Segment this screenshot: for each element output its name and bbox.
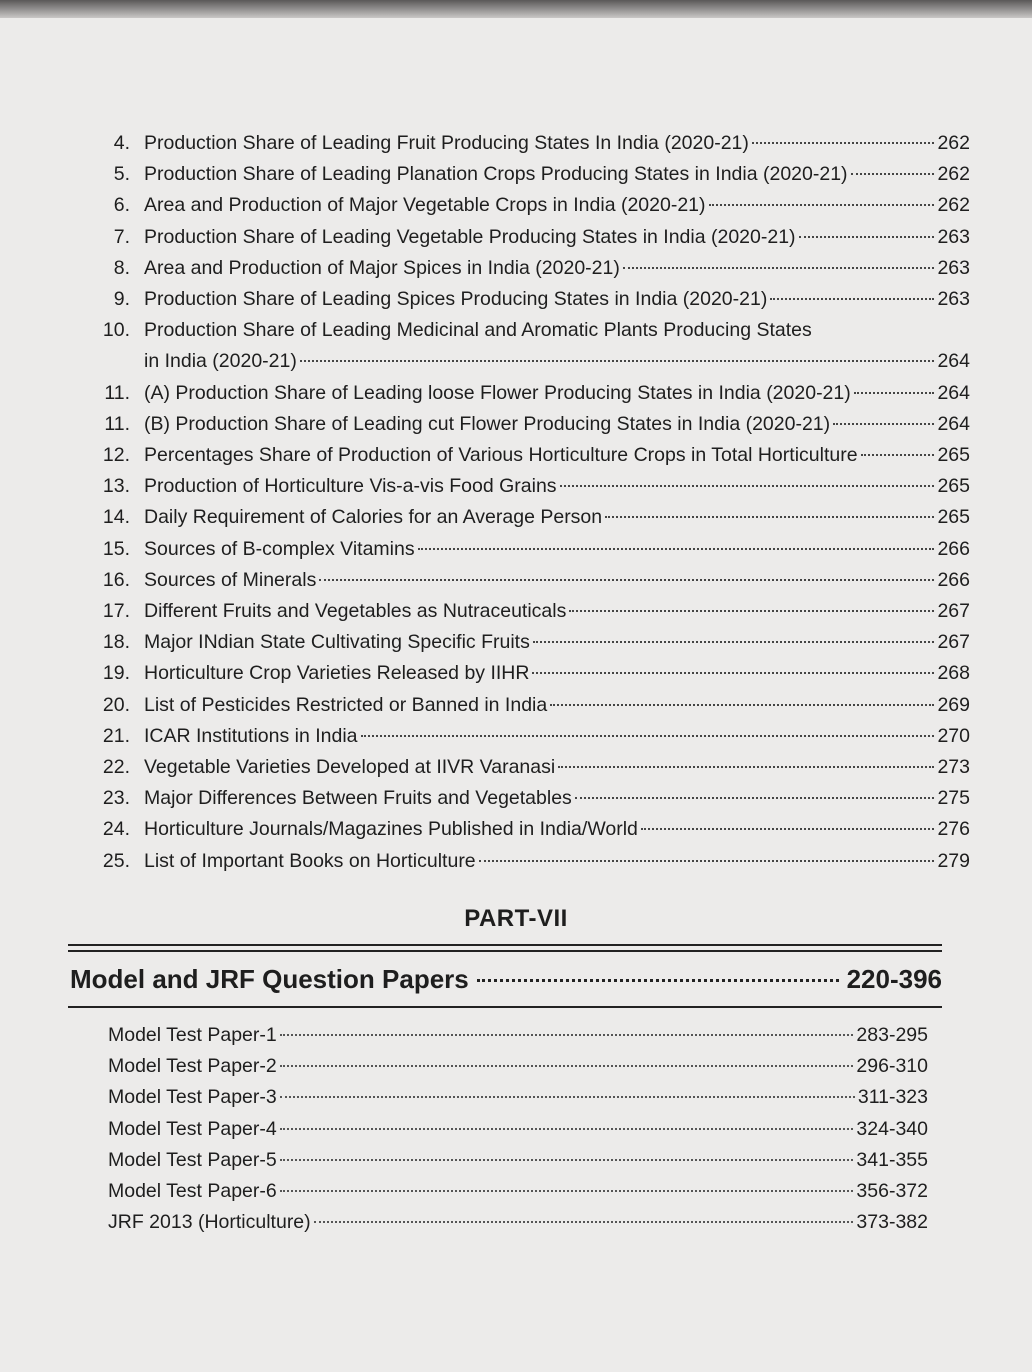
- entry-page: 265: [937, 506, 970, 529]
- entry-title: Major Differences Between Fruits and Vegetables: [144, 787, 572, 810]
- entry-number: 16.: [102, 568, 130, 591]
- leader-dots: [280, 1096, 855, 1098]
- entry-number: 4.: [113, 132, 130, 154]
- toc-entry[interactable]: [70, 534, 970, 565]
- leader-dots: [752, 142, 935, 144]
- entry-title: Horticulture Journals/Magazines Published in India/World: [144, 818, 638, 841]
- toc-entry[interactable]: [70, 783, 970, 814]
- leader-dots: [477, 979, 839, 982]
- paper-title: JRF 2013 (Horticulture): [108, 1211, 311, 1234]
- leader-dots: [280, 1159, 854, 1161]
- entry-title: Daily Requirement of Calories for an Average Person: [144, 506, 603, 529]
- entry-title: Production Share of Leading Vegetable Producing States in India (2020-21): [144, 225, 796, 248]
- entry-title: Vegetable Varieties Developed at IIVR Varanasi: [144, 756, 556, 779]
- table-of-contents: [70, 128, 970, 877]
- section-title: Model and JRF Question Papers: [70, 964, 469, 994]
- paper-pages: 311-323: [857, 1086, 928, 1109]
- toc-entry[interactable]: [70, 471, 970, 502]
- section-underline: [68, 1006, 942, 1008]
- entry-title: Percentages Share of Production of Various Horticulture Crops in Total Horticulture: [144, 444, 858, 467]
- section-title-row: [70, 964, 942, 995]
- paper-entry[interactable]: [108, 1207, 928, 1238]
- entry-number: 5.: [113, 163, 130, 186]
- paper-title: Model Test Paper-6: [108, 1180, 277, 1203]
- entry-page: 267: [937, 600, 970, 623]
- entry-title: List of Important Books on Horticulture: [144, 849, 476, 872]
- entry-title: Different Fruits and Vegetables as Nutraceuticals: [144, 600, 567, 623]
- toc-entry[interactable]: [70, 596, 970, 627]
- leader-dots: [575, 797, 935, 799]
- entry-title: in India (2020-21): [144, 350, 297, 373]
- leader-dots: [623, 267, 935, 269]
- entry-page: 279: [937, 849, 970, 872]
- toc-entry[interactable]: [70, 502, 970, 533]
- section-pages: 220-396: [846, 964, 942, 994]
- part-heading: PART-VII: [464, 905, 568, 932]
- entry-number: 17.: [102, 600, 130, 623]
- entry-number: 11.: [104, 412, 130, 435]
- paper-title: Model Test Paper-2: [108, 1055, 277, 1078]
- entry-page: 265: [937, 444, 970, 467]
- paper-pages: 296-310: [856, 1055, 928, 1078]
- leader-dots: [558, 766, 934, 768]
- paper-pages: 324-340: [856, 1117, 928, 1140]
- entry-title: Production Share of Leading Planation Crops Producing States in India (2020-21): [144, 163, 848, 186]
- entry-page: 266: [937, 537, 970, 560]
- toc-entry[interactable]: [70, 690, 970, 721]
- toc-entry[interactable]: [70, 658, 970, 689]
- paper-title: Model Test Paper-1: [108, 1024, 277, 1046]
- entry-title: Production Share of Leading Medicinal and Aromatic Plants Producing States: [144, 319, 812, 342]
- entry-title: ICAR Institutions in India: [144, 724, 358, 747]
- entry-number: 8.: [113, 256, 130, 279]
- leader-dots: [550, 704, 934, 706]
- toc-entry[interactable]: [70, 222, 970, 253]
- entry-title: (B) Production Share of Leading cut Flower Producing States in India (2020-21): [144, 412, 831, 435]
- entry-page: 267: [937, 631, 970, 654]
- leader-dots: [709, 204, 935, 206]
- toc-entry[interactable]: [70, 159, 970, 190]
- entry-page: 268: [937, 662, 970, 685]
- paper-pages: 283-295: [856, 1024, 928, 1046]
- entry-title: Sources of B-complex Vitamins: [144, 537, 415, 560]
- leader-dots: [314, 1221, 854, 1223]
- toc-entry[interactable]: [70, 565, 970, 596]
- leader-dots: [560, 485, 935, 487]
- toc-entry[interactable]: [70, 284, 970, 315]
- entry-page: 276: [937, 818, 970, 841]
- leader-dots: [280, 1128, 854, 1130]
- entry-page: 270: [937, 724, 970, 747]
- toc-entry[interactable]: [70, 440, 970, 471]
- entry-number: 24.: [102, 818, 130, 841]
- entry-number: 12.: [102, 444, 130, 467]
- entry-number: 15.: [102, 537, 130, 560]
- entry-page: 264: [937, 381, 970, 404]
- entry-page: 273: [937, 756, 970, 779]
- paper-entry[interactable]: [108, 1176, 928, 1207]
- toc-entry[interactable]: [70, 128, 970, 159]
- entry-number: 18.: [102, 631, 130, 654]
- entry-number: 7.: [113, 225, 130, 248]
- entry-page: 262: [937, 132, 970, 154]
- toc-entry[interactable]: [70, 315, 970, 377]
- entry-page: 275: [937, 787, 970, 810]
- leader-dots: [280, 1190, 854, 1192]
- toc-entry[interactable]: [70, 378, 970, 409]
- entry-title: Sources of Minerals: [144, 568, 317, 591]
- paper-entry[interactable]: [108, 1051, 928, 1082]
- leader-dots: [569, 610, 934, 612]
- page-top-edge: [0, 0, 1032, 18]
- entry-page: 263: [937, 288, 970, 311]
- entry-number: 10.: [102, 319, 130, 342]
- entry-number: 6.: [113, 194, 130, 217]
- entry-page: 263: [937, 256, 970, 279]
- toc-entry[interactable]: [70, 721, 970, 752]
- entry-page: 269: [937, 693, 970, 716]
- entry-title: Production Share of Leading Spices Producing States in India (2020-21): [144, 288, 768, 311]
- entry-number: 19.: [102, 662, 130, 685]
- entry-title: Area and Production of Major Spices in India (2020-21): [144, 256, 620, 279]
- entry-number: 23.: [102, 787, 130, 810]
- entry-number: 20.: [102, 693, 130, 716]
- toc-entry[interactable]: [70, 814, 970, 845]
- entry-number: 25.: [102, 849, 130, 872]
- toc-entry[interactable]: [70, 409, 970, 440]
- leader-dots: [851, 173, 935, 175]
- paper-pages: 356-372: [856, 1180, 928, 1203]
- entry-page: 264: [937, 412, 970, 435]
- paper-title: Model Test Paper-5: [108, 1148, 277, 1171]
- paper-pages: 373-382: [856, 1211, 928, 1234]
- leader-dots: [418, 548, 935, 550]
- toc-entry[interactable]: [70, 846, 970, 877]
- paper-entry[interactable]: [108, 1114, 928, 1145]
- leader-dots: [280, 1065, 854, 1067]
- entry-number: 22.: [102, 756, 130, 779]
- entry-number: 11.: [104, 381, 130, 404]
- entry-title: Major INdian State Cultivating Specific Fruits: [144, 631, 530, 654]
- paper-pages: 341-355: [856, 1148, 928, 1171]
- leader-dots: [770, 298, 934, 300]
- leader-dots: [280, 1034, 854, 1036]
- entry-number: 9.: [113, 288, 130, 311]
- paper-entry[interactable]: [108, 1082, 928, 1113]
- toc-entry[interactable]: [70, 190, 970, 221]
- entry-page: 262: [937, 194, 970, 217]
- leader-dots: [533, 641, 935, 643]
- papers-list: [108, 1020, 928, 1238]
- toc-entry[interactable]: [70, 253, 970, 284]
- entry-number: 13.: [102, 475, 130, 498]
- double-rule-top: [68, 944, 942, 946]
- leader-dots: [605, 516, 934, 518]
- entry-page: 266: [937, 568, 970, 591]
- toc-entry[interactable]: [70, 627, 970, 658]
- leader-dots: [479, 860, 935, 862]
- leader-dots: [532, 672, 934, 674]
- paper-entry[interactable]: [108, 1145, 928, 1176]
- leader-dots: [641, 828, 935, 830]
- entry-title: Horticulture Crop Varieties Released by IIHR: [144, 662, 530, 685]
- entry-title: (A) Production Share of Leading loose Flower Producing States in India (2020-21): [144, 381, 851, 404]
- leader-dots: [854, 392, 935, 394]
- paper-title: Model Test Paper-3: [108, 1086, 277, 1109]
- entry-page: 262: [937, 163, 970, 186]
- entry-title: Production Share of Leading Fruit Producing States In India (2020-21): [144, 132, 749, 154]
- entry-title: Production of Horticulture Vis-a-vis Food Grains: [144, 475, 557, 498]
- entry-page: 264: [937, 350, 970, 373]
- entry-page: 265: [937, 475, 970, 498]
- leader-dots: [300, 360, 935, 362]
- leader-dots: [861, 454, 935, 456]
- paper-title: Model Test Paper-4: [108, 1117, 277, 1140]
- paper-entry[interactable]: [108, 1020, 928, 1051]
- leader-dots: [799, 236, 935, 238]
- leader-dots: [319, 579, 934, 581]
- entry-number: 14.: [102, 506, 130, 529]
- entry-title: Area and Production of Major Vegetable Crops in India (2020-21): [144, 194, 706, 217]
- toc-entry[interactable]: [70, 752, 970, 783]
- double-rule-bottom: [68, 950, 942, 952]
- entry-number: 21.: [102, 724, 130, 747]
- entry-title: List of Pesticides Restricted or Banned in India: [144, 693, 548, 716]
- entry-page: 263: [937, 225, 970, 248]
- leader-dots: [833, 423, 934, 425]
- leader-dots: [361, 735, 935, 737]
